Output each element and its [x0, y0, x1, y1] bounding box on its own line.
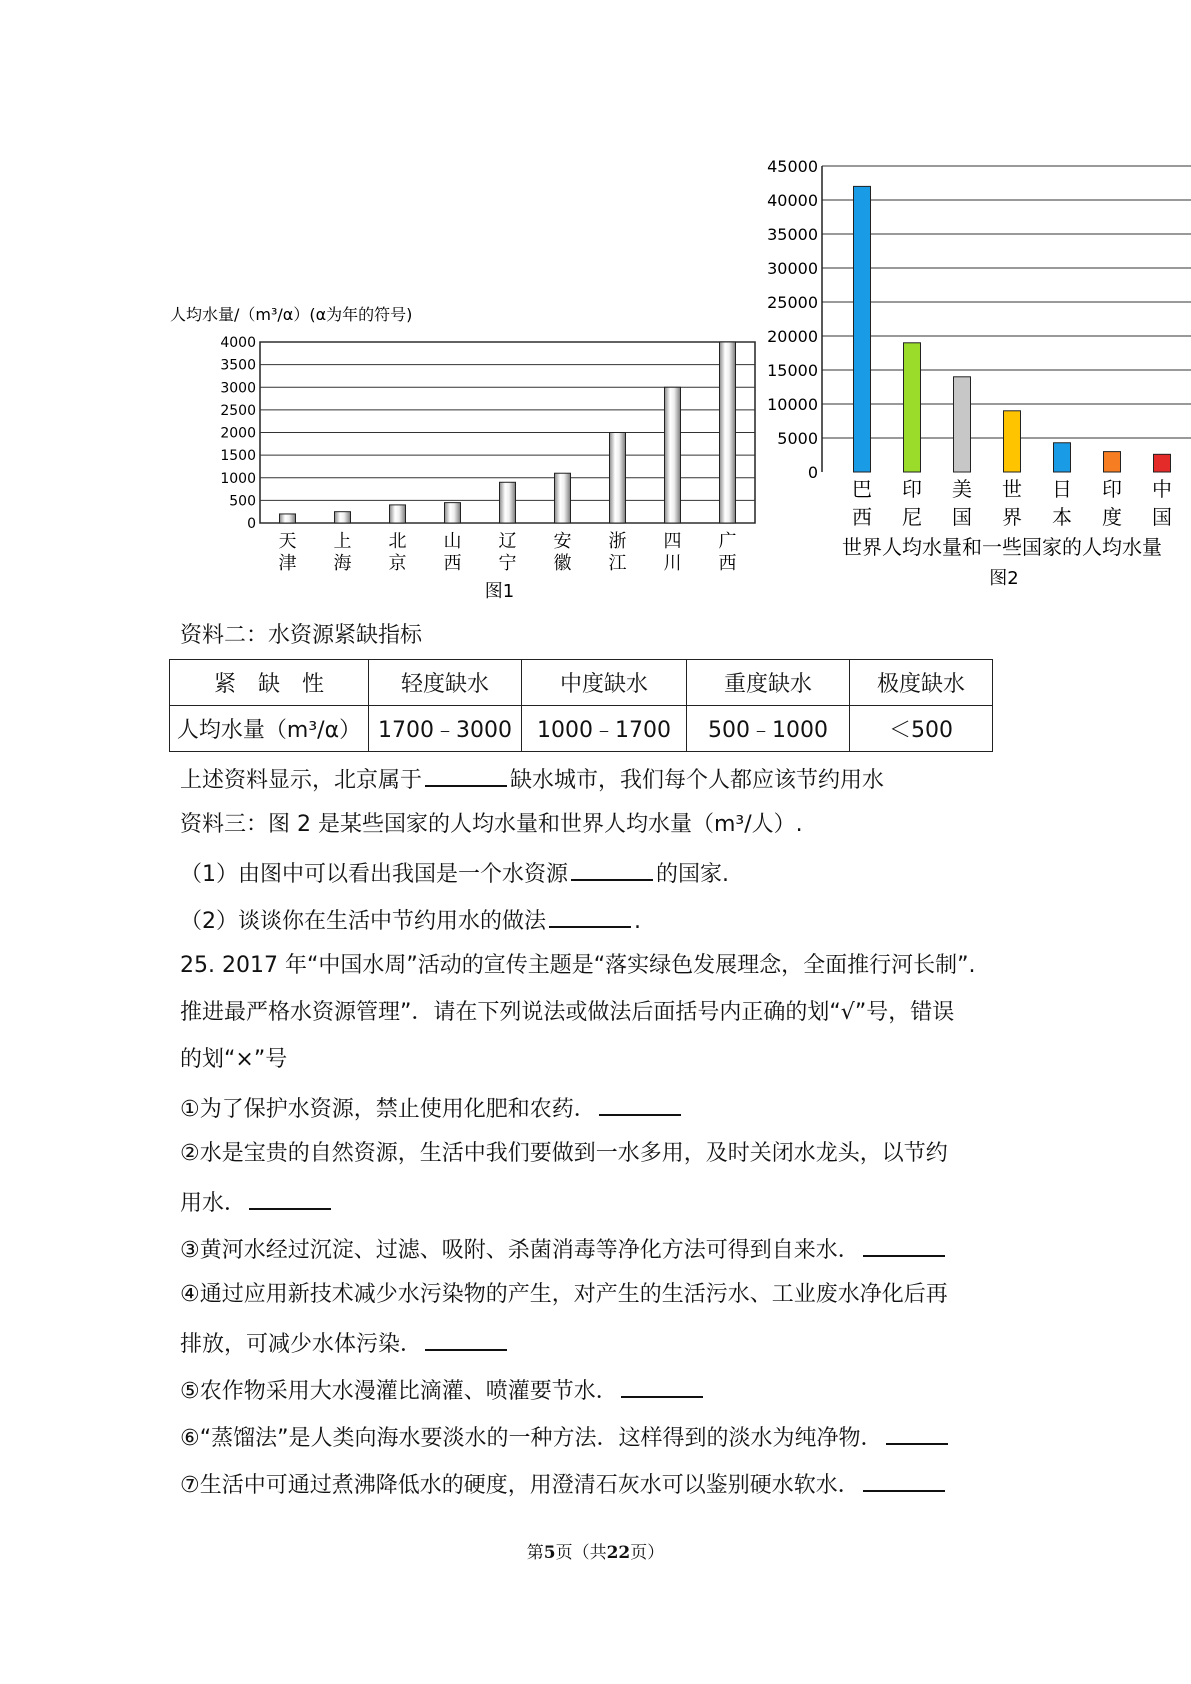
text-segment: . [634, 909, 641, 934]
chart-title: 图2 [989, 568, 1019, 589]
bar [854, 186, 871, 472]
table-cell: 500﹣1000 [687, 706, 850, 752]
x-tick-label: 日 [1052, 477, 1072, 501]
bar [904, 343, 921, 472]
x-tick-label: 印 [902, 477, 922, 501]
y-tick-label: 1000 [220, 470, 256, 487]
x-tick-label: 浙 [608, 531, 627, 552]
chart-figure-1 [170, 300, 770, 600]
bar [1104, 452, 1121, 472]
x-tick-label: 川 [663, 553, 682, 574]
answer-blank[interactable] [863, 1233, 945, 1257]
text-segment: （2）谈谈你在生活中节约用水的做法 [180, 909, 546, 934]
item-4-line-1: ④通过应用新技术减少水污染物的产生，对产生的生活污水、工业废水净化后再 [180, 1282, 948, 1307]
item-1 [180, 1092, 684, 1125]
table-cell: 重度缺水 [687, 660, 850, 706]
chart-title: 图1 [484, 581, 515, 600]
page-footer [0, 1538, 1191, 1563]
text-segment: （1）由图中可以看出我国是一个水资源 [180, 862, 568, 887]
x-tick-label: 江 [608, 553, 627, 574]
y-tick-label: 10000 [767, 395, 818, 414]
answer-blank[interactable] [886, 1421, 948, 1445]
text-segment: 排放，可减少水体污染． [180, 1332, 423, 1357]
x-tick-label: 中 [1152, 477, 1172, 501]
item-2-line-2 [180, 1186, 334, 1219]
q25-line-1: 25. 2017 年“中国水周”活动的宣传主题是“落实绿色发展理念，全面推行河长制”. [180, 953, 976, 978]
x-tick-label: 西 [718, 553, 737, 574]
table-cell: 轻度缺水 [369, 660, 522, 706]
y-tick-label: 3000 [220, 380, 256, 397]
footer-text: 页（共 [555, 1543, 607, 1563]
y-tick-label: 2500 [220, 402, 256, 419]
y-tick-label: 25000 [767, 293, 818, 312]
footer-text: 第 [526, 1543, 544, 1563]
bar [610, 433, 626, 524]
x-tick-label: 天 [278, 531, 297, 552]
y-axis-label: 人均水量/（m³/α）(α为年的符号) [170, 305, 413, 324]
x-tick-label: 度 [1102, 505, 1122, 529]
y-tick-label: 15000 [767, 361, 818, 380]
answer-blank[interactable] [249, 1186, 331, 1210]
x-tick-label: 京 [388, 553, 407, 574]
text-segment: ⑥“蒸馏法”是人类向海水要淡水的一种方法．这样得到的淡水为纯净物． [180, 1426, 883, 1451]
q25-line-2: 推进最严格水资源管理”．请在下列说法或做法后面括号内正确的划“√”号，错误 [180, 1000, 955, 1025]
y-tick-label: 4000 [220, 335, 256, 351]
y-tick-label: 0 [247, 516, 256, 532]
x-tick-label: 西 [443, 553, 462, 574]
x-tick-label: 辽 [498, 531, 517, 552]
x-tick-label: 印 [1102, 477, 1122, 501]
footer-text: 页） [630, 1543, 665, 1563]
y-tick-label: 20000 [767, 327, 818, 346]
table-cell: 1700﹣3000 [369, 706, 522, 752]
bar [500, 482, 516, 523]
bar [954, 377, 971, 472]
y-tick-label: 3500 [220, 357, 256, 374]
answer-blank[interactable] [549, 904, 631, 928]
item-2-line-1: ②水是宝贵的自然资源，生活中我们要做到一水多用，及时关闭水龙头，以节约 [180, 1141, 948, 1166]
x-tick-label: 北 [388, 531, 407, 552]
bar [280, 514, 296, 523]
answer-blank[interactable] [425, 763, 507, 787]
item-7 [180, 1468, 948, 1501]
x-axis-label: 世界人均水量和一些国家的人均水量 [842, 535, 1162, 559]
text-segment: ③黄河水经过沉淀、过滤、吸附、杀菌消毒等净化方法可得到自来水． [180, 1238, 860, 1263]
text-segment: 用水． [180, 1191, 247, 1216]
x-tick-label: 上 [333, 531, 352, 552]
y-tick-label: 40000 [767, 191, 818, 210]
item-3 [180, 1233, 948, 1266]
y-tick-label: 500 [229, 493, 256, 510]
material2-heading: 资料二：水资源紧缺指标 [180, 623, 423, 648]
page-number: 5 [543, 1543, 556, 1563]
bar [720, 342, 736, 523]
x-tick-label: 世 [1002, 477, 1022, 501]
bar [1154, 454, 1171, 472]
bar [335, 512, 351, 523]
text-segment: 的国家. [656, 862, 729, 887]
y-tick-label: 5000 [777, 429, 818, 448]
q25-line-3: 的划“×”号 [180, 1047, 288, 1072]
text-segment: ①为了保护水资源，禁止使用化肥和农药． [180, 1097, 596, 1122]
text-segment: ⑦生活中可通过煮沸降低水的硬度，用澄清石灰水可以鉴别硬水软水． [180, 1473, 860, 1498]
answer-blank[interactable] [599, 1092, 681, 1116]
text-segment: 缺水城市，我们每个人都应该节约用水 [510, 768, 885, 793]
x-tick-label: 国 [1152, 505, 1172, 529]
x-tick-label: 四 [663, 531, 682, 552]
page-total: 22 [606, 1543, 631, 1563]
y-tick-label: 2000 [220, 425, 256, 442]
bar [390, 505, 406, 523]
scarcity-table [169, 659, 993, 752]
table-cell: 1000﹣1700 [522, 706, 687, 752]
item-5 [180, 1374, 706, 1407]
table-row [170, 706, 993, 752]
answer-blank[interactable] [621, 1374, 703, 1398]
x-tick-label: 美 [952, 477, 972, 501]
bar [445, 503, 461, 523]
x-tick-label: 国 [952, 505, 972, 529]
answer-blank[interactable] [425, 1327, 507, 1351]
y-tick-label: 0 [807, 463, 818, 482]
table-cell: 中度缺水 [522, 660, 687, 706]
x-tick-label: 广 [718, 531, 737, 552]
question-1 [180, 857, 729, 890]
x-tick-label: 津 [278, 553, 297, 574]
y-tick-label: 45000 [767, 157, 818, 176]
table-row [170, 660, 993, 706]
y-tick-label: 35000 [767, 225, 818, 244]
bar [665, 387, 681, 523]
x-tick-label: 海 [333, 553, 352, 574]
bar [1054, 443, 1071, 472]
bar [1004, 411, 1021, 472]
y-tick-label: 30000 [767, 259, 818, 278]
x-tick-label: 西 [852, 505, 872, 529]
beijing-sentence [180, 763, 884, 796]
table-cell: ＜500 [850, 706, 993, 752]
x-tick-label: 山 [443, 531, 462, 552]
item-6 [180, 1421, 951, 1454]
text-segment: ⑤农作物采用大水漫灌比滴灌、喷灌要节水． [180, 1379, 618, 1404]
answer-blank[interactable] [863, 1468, 945, 1492]
table-cell: 紧 缺 性 [170, 660, 369, 706]
x-tick-label: 巴 [852, 477, 872, 501]
y-tick-label: 1500 [220, 448, 256, 465]
x-tick-label: 徽 [553, 553, 572, 574]
text-segment: 上述资料显示，北京属于 [180, 768, 423, 793]
x-tick-label: 宁 [498, 553, 517, 574]
x-tick-label: 本 [1052, 505, 1072, 529]
chart-figure-2 [760, 150, 1191, 600]
answer-blank[interactable] [571, 857, 653, 881]
x-tick-label: 安 [553, 531, 572, 552]
x-tick-label: 尼 [902, 505, 922, 529]
item-4-line-2 [180, 1327, 510, 1360]
table-cell: 人均水量（m³/α） [170, 706, 369, 752]
bar [555, 473, 571, 523]
material3-text: 资料三：图 2 是某些国家的人均水量和世界人均水量（m³/人）. [180, 812, 803, 837]
table-cell: 极度缺水 [850, 660, 993, 706]
x-tick-label: 界 [1002, 505, 1022, 529]
question-2 [180, 904, 641, 937]
